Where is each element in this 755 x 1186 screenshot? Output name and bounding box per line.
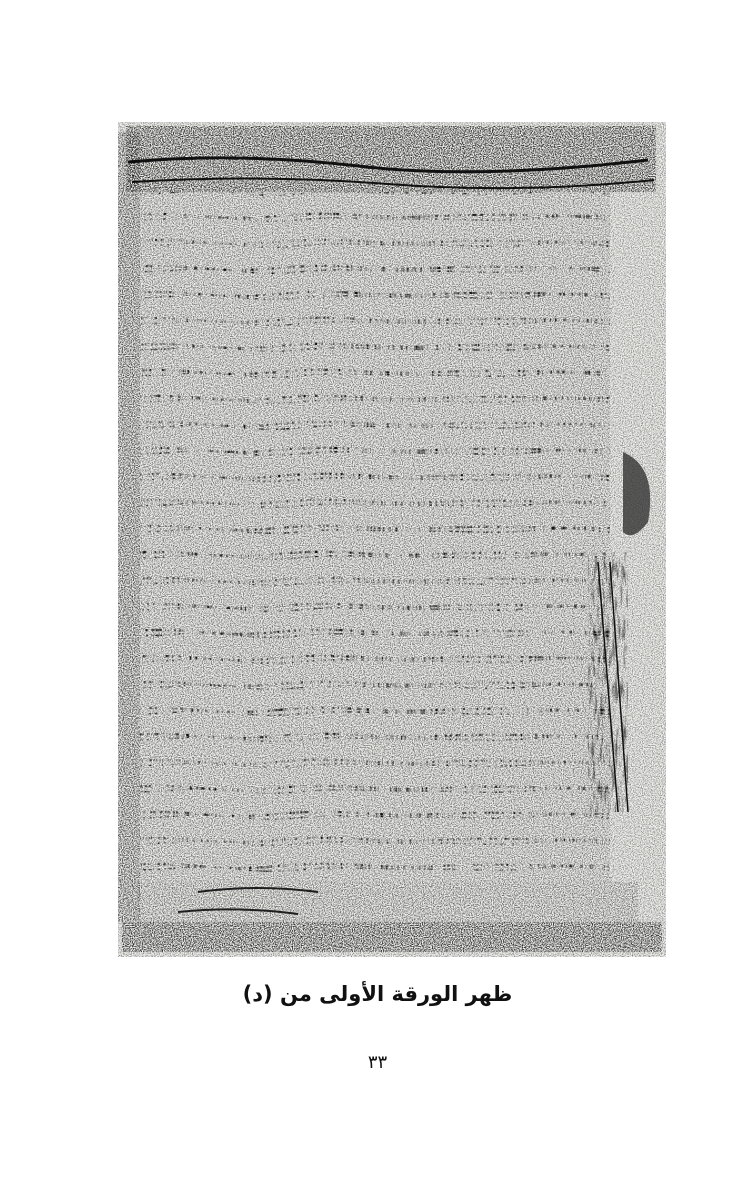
page-number: ٣٣ — [367, 1052, 388, 1073]
figure-caption: ظهر الورقة الأولى من (د) — [242, 982, 513, 1006]
manuscript-image — [118, 122, 666, 957]
manuscript-photo — [118, 122, 666, 957]
